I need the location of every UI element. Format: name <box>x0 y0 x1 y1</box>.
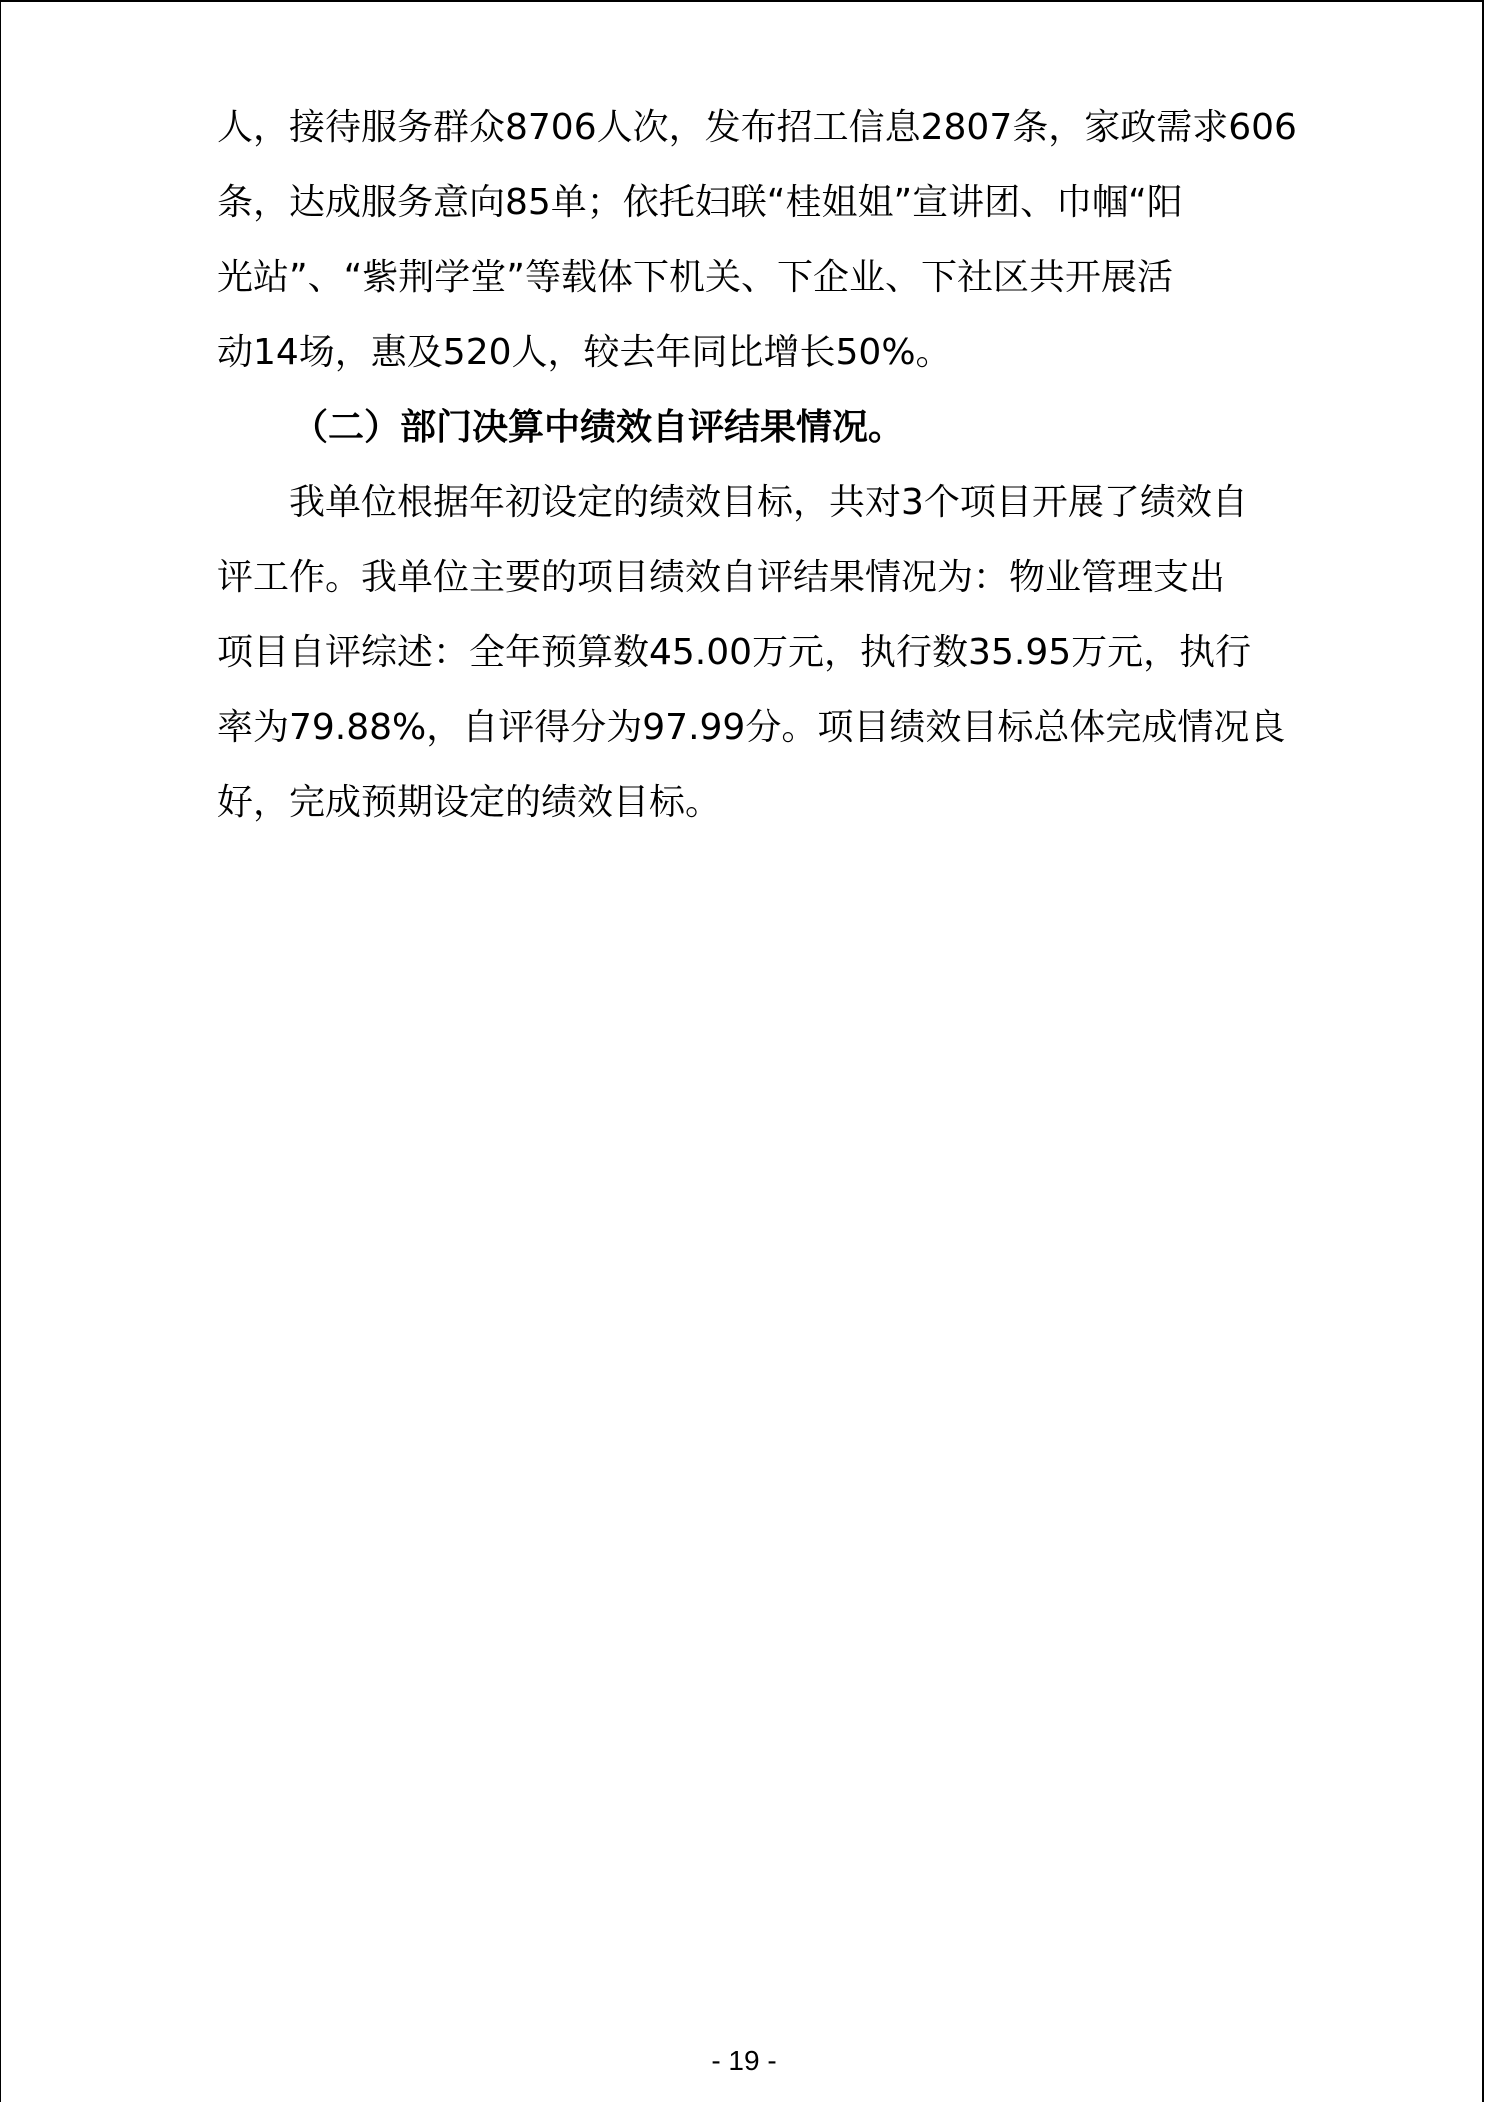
paragraph-line: 我单位根据年初设定的绩效目标，共对3个项目开展了绩效自 <box>217 482 1248 523</box>
paragraph-line: 条，达成服务意向85单；依托妇联“桂姐姐”宣讲团、巾帼“阳 <box>217 182 1183 223</box>
paragraph-line: 项目自评综述：全年预算数45.00万元，执行数35.95万元，执行 <box>217 632 1252 673</box>
paragraph-line: 评工作。我单位主要的项目绩效自评结果情况为：物业管理支出 <box>217 557 1226 598</box>
paragraph-line: 光站”、“紫荆学堂”等载体下机关、下企业、下社区共开展活 <box>217 257 1173 298</box>
paragraph-line: 好，完成预期设定的绩效目标。 <box>217 782 722 823</box>
paragraph-line: 率为79.88%，自评得分为97.99分。项目绩效目标总体完成情况良 <box>217 707 1286 748</box>
page-number: - 19 - <box>711 2045 777 2076</box>
paragraph-line: 人，接待服务群众8706人次，发布招工信息2807条，家政需求606 <box>217 107 1297 148</box>
paragraph-line: 动14场，惠及520人，较去年同比增长50%。 <box>217 332 952 373</box>
section-heading: （二）部门决算中绩效自评结果情况。 <box>292 407 905 448</box>
